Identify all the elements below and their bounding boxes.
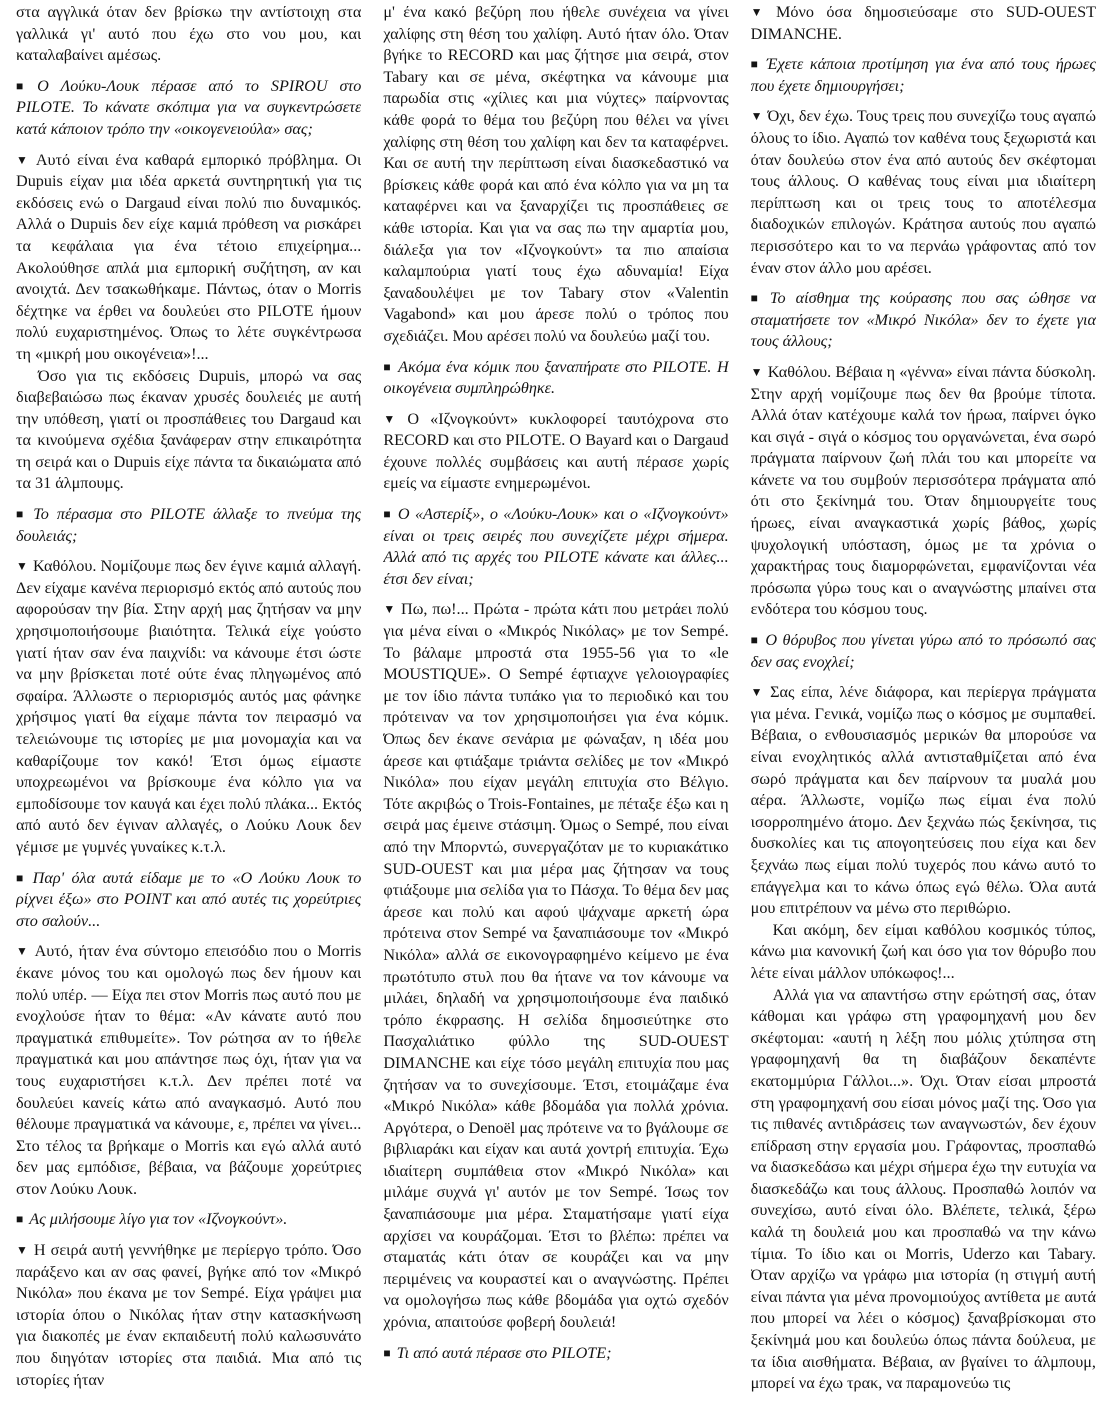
interview-answer <box>16 941 361 1200</box>
answer-marker-icon: ▼ <box>750 685 766 700</box>
question-marker-icon: ■ <box>750 57 761 72</box>
interview-question <box>383 1343 728 1365</box>
interview-answer <box>16 556 361 858</box>
answer-marker-icon: ▼ <box>750 5 772 19</box>
question-marker-icon: ■ <box>750 633 760 648</box>
answer-marker-icon: ▼ <box>383 411 403 426</box>
interview-answer <box>751 2 1096 45</box>
question-marker-icon: ■ <box>16 870 27 885</box>
question-text: Ο θόρυβος που γίνεται γύρω από το πρόσωπό σας δεν σας ενοχλεί; <box>750 631 1096 671</box>
interview-answer <box>16 150 361 366</box>
answer-text: Αυτό, ήταν ένα σύντομο επεισόδιο που ο Morris έκανε μόνος του και ομολογώ πως δεν ήμουν και πολύ υπέρ. — Είχα πει στον Morris πως αυτό που με ενοχλούσε ήταν το θέμα: «Αν κάνατε αυτό που πραγματικά επιθυμείτε». Τον ρώτησα αν το ήθελε πραγματικά και μου απάντησε πως όχι, ήταν για να τους ευχαριστήσει κ.τ.λ. Δεν πρέπει ποτέ να δουλεύει κανείς κάτω από αναγκασμό. Αυτό που θέλουμε πραγματικά να κάνουμε, ε, πρέπει να γίνει... Στο τέλος τα βρήκαμε ο Morris και εγώ αλλά αυτό δεν μας εμπόδισε, βέβαια, να βάζουμε χορεύτριες στον Λούκυ Λουκ. <box>16 942 362 1198</box>
question-text: Το πέρασμα στο PILOTE άλλαξε το πνεύμα της δουλειάς; <box>16 505 362 545</box>
answer-text: Όχι, δεν έχω. Τους τρεις που συνεχίζω τους αγαπώ όλους το ίδιο. Αγαπώ τον καθένα τους ξεχωριστά και όταν δουλεύω στον ένα από αυτούς δεν σκέφτομαι τους άλλους. Ο καθένας τους είναι μια ιδιαίτερη περίπτωση και οι τρεις τους το αποτέλεσμα διαδοχικών επιλογών. Κράτησα αυτούς που αγαπώ περισσότερο και το να περνάω γράφοντας από τον έναν στον άλλο μου αρέσει. <box>750 107 1096 277</box>
question-text: Ακόμα ένα κόμικ που ξαναπήρατε στο PILOTE. Η οικογένεια συμπληρώθηκε. <box>383 357 729 398</box>
interview-answer <box>751 682 1096 920</box>
answer-text: Καθόλου. Βέβαια η «γέννα» είναι πάντα δύσκολη. Στην αρχή νομίζουμε πως δεν θα βρούμε τίποτα. Αλλά όταν κατέχουμε καλά τον ήρωα, παίρνει όγκο και σιγά - σιγά ο κόσμος του οργανώνεται, ένα σωρό πράγματα παίρνουν ζωή πλάι του και μπορείτε να κάνετε να του συμβούν περισσότερα πράγματα από ότι στο ξεκίνημά του. Όταν δημιουργείτε τους ήρωες, είναι αναγκαστικά χωρίς βάθος, χωρίς ψυχολογική υπόσταση, όμως με τα χρόνια ο χαρακτήρας τους διαμορφώνεται, εμφανίζονται νέα πρόσωπα γύρω τους και ο αναγνώστης μπαίνει στα ενδότερα του κόσμου τους. <box>750 362 1096 619</box>
body-paragraph: μ' ένα κακό βεζύρη που ήθελε συνέχεια να γίνει χαλίφης στη θέση του χαλίφη. Αυτό ήταν όλο. Όταν βγήκε το RECORD και μας ζήτησε μια σειρά, στον Tabary και σε μένα, σκέφτηκα να κάνουμε μια παρωδία στις «χίλιες και μια νύχτες» παίρνοντας κάθε φορά το θέμα του βεζύρη που θέλει να γίνει χαλίφης στη θέση του χαλίφη και δεν τα καταφέρνει. Και σε αυτή την περίπτωση είναι διασκεδαστικό να βρίσκεις κάθε φορά και από ένα κόλπο για να μη τα καταφέρνει και να ξαναρχίζει τις προσπάθειες σε κάθε ιστορία. Και για να σας πω την αμαρτία μου, διάλεξα για τον «Ιζνογκούντ» τα πιο απαίσια καλαμπούρια γιατί τους έχω αδυναμία! Είχα ξαναδουλέψει με τον Tabary στον «Valentin Vagabond» και μου άρεσε πολύ ο τρόπος που σχεδιάζει. Μου αρέσει πολύ να δουλεύω μαζί του. <box>383 3 729 345</box>
question-text: Ο Λούκυ-Λουκ πέρασε από το SPIROU στο PILOTE. Το κάνατε σκόπιμα για να συγκεντρώσετε κατά κάποιον τρόπο την «οικογενειούλα» σας; <box>16 76 362 138</box>
interview-question <box>16 1209 361 1231</box>
answer-text: Σας είπα, λένε διάφορα, και περίεργα πράγματα για μένα. Γενικά, νομίζω πως ο κόσμος με συμπαθεί. Βέβαια, ο ενθουσιασμός μερικών θα μπορούσε να είναι ενοχλητικός αλλά αντισταθμίζεται από ένα σωρό πράγματα και δεν παίρνουν τα μυαλά μου αέρα. Άλλωστε, νομίζω πως είμαι ένα πολύ ισορροπημένο άτομο. Δεν ξεχνάω πώς ξεκίνησα, τις δυσκολίες και τις απογοητεύσεις που είχα και δεν ξεχνάω πως είμαι πολύ τυχερός που κάνω αυτό το επάγγελμα και το κάνω όπως εγώ θέλω. Όλα αυτά μου επιτρέπουν να μένω στο περιθώριο. <box>750 683 1096 918</box>
interview-question <box>751 288 1096 353</box>
body-paragraph: Αλλά για να απαντήσω στην ερώτησή σας, όταν κάθομαι και γράφω στη γραφομηχανή μου δεν σκέφτομαι: «αυτή η λέξη που μόλις χτύπησα στη γραφομηχανή θα τη διαβάζουν δεκαπέντε εκατομμύρια Γάλλοι...». Όχι. Όταν είσαι μπροστά στη γραφομηχανή σου είσαι μόνος μαζί της. Όσο για τις πιθανές αντιδράσεις των αναγνωστών, δεν έχουν επίδραση στην εργασία μου. Γράφοντας, προσπαθώ να διασκεδάσω και μέχρι σήμερα έχω την ευτυχία να διασκεδάζω και τους άλλους. Προσπαθώ λοιπόν να συνεχίσω, αυτό είναι όλο. Βλέπετε, τελικά, ξέρω καλά τη δουλειά μου και προσπαθώ να την κάνω τίμια. Το ίδιο και οι Morris, Uderzo και Tabary. Όταν αρχίζω να γράφω μια ιστορία (η στιγμή αυτή είναι πάντα για μένα προνομιούχος αντίθετα με αυτά που μπορεί να λέει ο κόσμος) ξαναβρίσκομαι στο ξεκίνημά μου και δουλεύω όπως πάντα δούλευα, με τα ίδια αισθήματα. Βέβαια, αν βγαίνει το άλμπουμ, μπορεί να έχω τρακ, να παραμονεύω τις <box>750 985 1096 1393</box>
question-text: Παρ' όλα αυτά είδαμε με το «Ο Λούκυ Λουκ το ρίχνει έξω» στο POINT και από αυτές τις χορεύτριες στο σαλούν... <box>16 868 362 930</box>
question-text: Ας μιλήσουμε λίγο για τον «Ιζνογκούντ». <box>29 1210 288 1229</box>
answer-text: Αυτό είναι ένα καθαρά εμπορικό πρόβλημα. Οι Dupuis είχαν μια ιδέα αρκετά συντηρητική για τις εκδόσεις ενώ ο Dargaud είναι πολύ πιο δυναμικός. Αλλά ο Dupuis δεν είχε καμιά πρόθεση να ρισκάρει τα κεφάλαια για ένα τέτοιο επιχείρημα... Ακολούθησε απλά μια εμπορική συζήτηση, αν και ανοιχτά. Δεν τσακωθήκαμε. Πάντως, όταν ο Morris δέχτηκε να έρθει να δουλεύει στο PILOTE ήμουν πολύ ευχαριστημένος. Όπως το λέτε συγκέντρωσα τη «μικρή μου οικογένεια»!... <box>16 150 362 363</box>
answer-text: Καθόλου. Νομίζουμε πως δεν έγινε καμιά αλλαγή. Δεν είχαμε κανένα περιορισμό εκτός από αυτούς που αφορούσαν την βία. Στην αρχή μας ζητήσαν να μην χρησιμοποιήσουμε βιαιότητα. Τελικά είχε γούστο γιατί ήταν σαν ένα παιχνίδι: να κάνουμε έτσι ώστε να μην βρίσκεται ποτέ ούτε ένας πληγωμένος από σφαίρα. Άλλωστε ο περιορισμός αυτός μας φάνηκε χρήσιμος γιατί θα είχαμε πάντα τον πειρασμό να τελειώνουμε τις ιστορίες με μια μονομαχία και να καθαρίζουμε τον κακό! Έτσι όμως είμαστε υποχρεωμένοι να βρίσκουμε ένα κόλπο για να εμποδίσουμε τον καυγά και έχει πολύ πλάκα... Εκτός από αυτό δεν έγιναν αλλαγές, ο Λούκυ Λουκ δεν γέμισε με γυμνές γυναίκες κ.τ.λ. <box>16 557 362 856</box>
question-text: Έχετε κάποια προτίμηση για ένα από τους ήρωες που έχετε δημιουργήσει; <box>750 55 1096 95</box>
text-column-1 <box>16 2 361 1425</box>
question-text: Το αίσθημα της κούρασης που σας ώθησε να σταματήσετε τον «Μικρό Νικόλα» δεν το έχετε για τους άλλους; <box>750 289 1096 351</box>
question-marker-icon: ■ <box>383 359 393 374</box>
interview-question <box>16 504 361 547</box>
interview-question <box>16 868 361 933</box>
text-column-2 <box>383 2 728 1425</box>
body-paragraph: Και ακόμη, δεν είμαι καθόλου κοσμικός τύπος, κάνω μια κανονική ζωή και όσο για τον θόρυβο που λέτε είναι μάλλον υπόκωφος!... <box>750 920 1096 982</box>
interview-answer <box>751 362 1096 621</box>
answer-marker-icon: ▼ <box>750 109 763 124</box>
answer-marker-icon: ▼ <box>16 1243 29 1258</box>
question-marker-icon: ■ <box>383 507 392 522</box>
interview-question <box>751 630 1096 673</box>
answer-text: Η σειρά αυτή γεννήθηκε με περίεργο τρόπο. Όσο παράξενο και αν σας φανεί, βγήκε από τον «Μικρό Νικόλα» που έκανα με τον Sempé. Είχα γράψει μια ιστορία όπου ο Νικόλας ήταν στην κατασκήνωση για διακοπές με έναν εκπαιδευτή πολύ καλωσυνάτο που διηγόταν ιστορίες στα παιδιά. Μια από τις ιστορίες ήταν <box>16 1241 362 1389</box>
interview-question <box>383 504 728 590</box>
question-marker-icon: ■ <box>16 507 28 522</box>
interview-answer <box>383 599 728 1333</box>
interview-answer <box>16 1240 361 1391</box>
answer-marker-icon: ▼ <box>750 364 763 379</box>
question-marker-icon: ■ <box>16 1212 24 1227</box>
answer-marker-icon: ▼ <box>16 944 30 959</box>
interview-question <box>16 76 361 141</box>
answer-marker-icon: ▼ <box>383 602 397 617</box>
interview-answer <box>383 409 728 495</box>
answer-marker-icon: ▼ <box>16 559 28 574</box>
question-marker-icon: ■ <box>16 78 32 93</box>
answer-text: Πω, πω!... Πρώτα - πρώτα κάτι που μετράει πολύ για μένα είναι ο «Μικρός Νικόλας» με τον Sempé. Το βάλαμε μπροστά στα 1955-56 για το «le MOUSTIQUE». Ο Sempé έφτιαχνε γελοιογραφίες με τον ίδιο πάντα τυπάκο για το περιοδικό και του πρότειναν να τον χρησιμοποιήσει για ένα κόμικ. Όπως δεν έκανε σενάρια με φώναξαν, η ιδέα μου άρεσε και φτιάξαμε τριάντα σελίδες με τον «Μικρό Νικόλα» που είχαν μεγάλη επιτυχία στο Βέλγιο. Τότε ακριβώς ο Trois-Fontaines, με πέταξε έξω και η σειρά μας έμεινε στάσιμη. Όμως ο Sempé, που είναι από την Μπορντώ, συνεργαζόταν με το κυριακάτικο SUD-OUEST και μια μέρα μας ζήτησαν να τους φτιάξουμε μια σελίδα για το Πάσχα. Το θέμα δεν μας άρεσε και πολύ και αφού ψάχναμε αρκετή ώρα πρότεινα στον Sempé να ξαναπιάσουμε τον «Μικρό Νικόλα» αλλά σε εικονογραφημένο κείμενο με ένα πρωτότυπο στυλ που θα ήτανε να τον κάνουμε να μιλάει, δηλαδή να χρησιμοποιήσουμε ένα παιδικό τρόπο έκφρασης. Η σελίδα δημοσιεύτηκε στο Πασχαλιάτικο φύλλο της SUD-OUEST DIMANCHE και είχε τόσο μεγάλη επιτυχία που μας ζητήσαν να το συνεχίσουμε. Έτσι, ετοιμάζαμε ένα «Μικρό Νικόλα» κάθε βδομάδα για πολλά χρόνια. Αργότερα, ο Denoël μας πρότεινε να το βγάλουμε σε βιβλιαράκι και είχαν και αυτά χοντρή επιτυχία. Έχω ιδιαίτερη συμπάθεια στον «Μικρό Νικόλα» και μιλάμε συχνά γι' αυτόν με τον Sempé. Ίσως τον ξαναπιάσουμε μια μέρα. Σταματήσαμε γιατί είχα αρχίσει να κουράζομαι. Έτσι το βλέπω: πρέπει να σταματάς κάτι όταν σε κουράζει και να μην περιμένεις να κουραστεί και ο αναγνώστης. Πρέπει να ομολογήσω πως κάθε βδομάδα για οχτώ σχεδόν χρόνια, απαιτούσε φοβερή δουλειά! <box>383 600 729 1332</box>
answer-marker-icon: ▼ <box>16 152 31 167</box>
question-text: Ο «Αστερίξ», ο «Λούκυ-Λουκ» και ο «Ιζνογκούντ» είναι οι τρεις σειρές που συνεχίζετε μέχρι σήμερα. Αλλά από τις αρχές του PILOTE κάνατε και άλλες... έτσι δεν είναι; <box>383 505 729 588</box>
body-paragraph: Όσο για τις εκδόσεις Dupuis, μπορώ να σας διαβεβαιώσω πως έκαναν χρυσές δουλειές με αυτή την υπόθεση, γιατί οι προσπάθειες του Dargaud και τα κινούμενα σχέδια ξανάφεραν στην επικαιρότητα τη σειρά και ο Dupuis είχε πάντα τα δικαιώματα από τα 31 άλμπουμς. <box>16 366 362 493</box>
interview-question <box>383 357 728 400</box>
text-column-3 <box>751 2 1096 1425</box>
body-paragraph: στα αγγλικά όταν δεν βρίσκω την αντίστοιχη στα γαλλικά γι' αυτό που έχω στο νου μου, και καταλαβαίνει αμέσως. <box>16 3 362 65</box>
answer-text: Μόνο όσα δημοσιεύσαμε στο SUD-OUEST DIMANCHE. <box>750 3 1096 43</box>
interview-answer <box>751 106 1096 279</box>
interview-question <box>751 54 1096 97</box>
question-text: Τι από αυτά πέρασε στο PILOTE; <box>396 1343 612 1362</box>
question-marker-icon: ■ <box>750 291 764 306</box>
question-marker-icon: ■ <box>383 1345 391 1360</box>
answer-text: Ο «Ιζνογκούντ» κυκλοφορεί ταυτόχρονα στο RECORD και στο PILOTE. Ο Bayard και ο Dargaud έχουνε πολλές συμβάσεις και αυτή πέρασε χωρίς εμείς να είμαστε ενημερωμένοι. <box>383 409 729 493</box>
